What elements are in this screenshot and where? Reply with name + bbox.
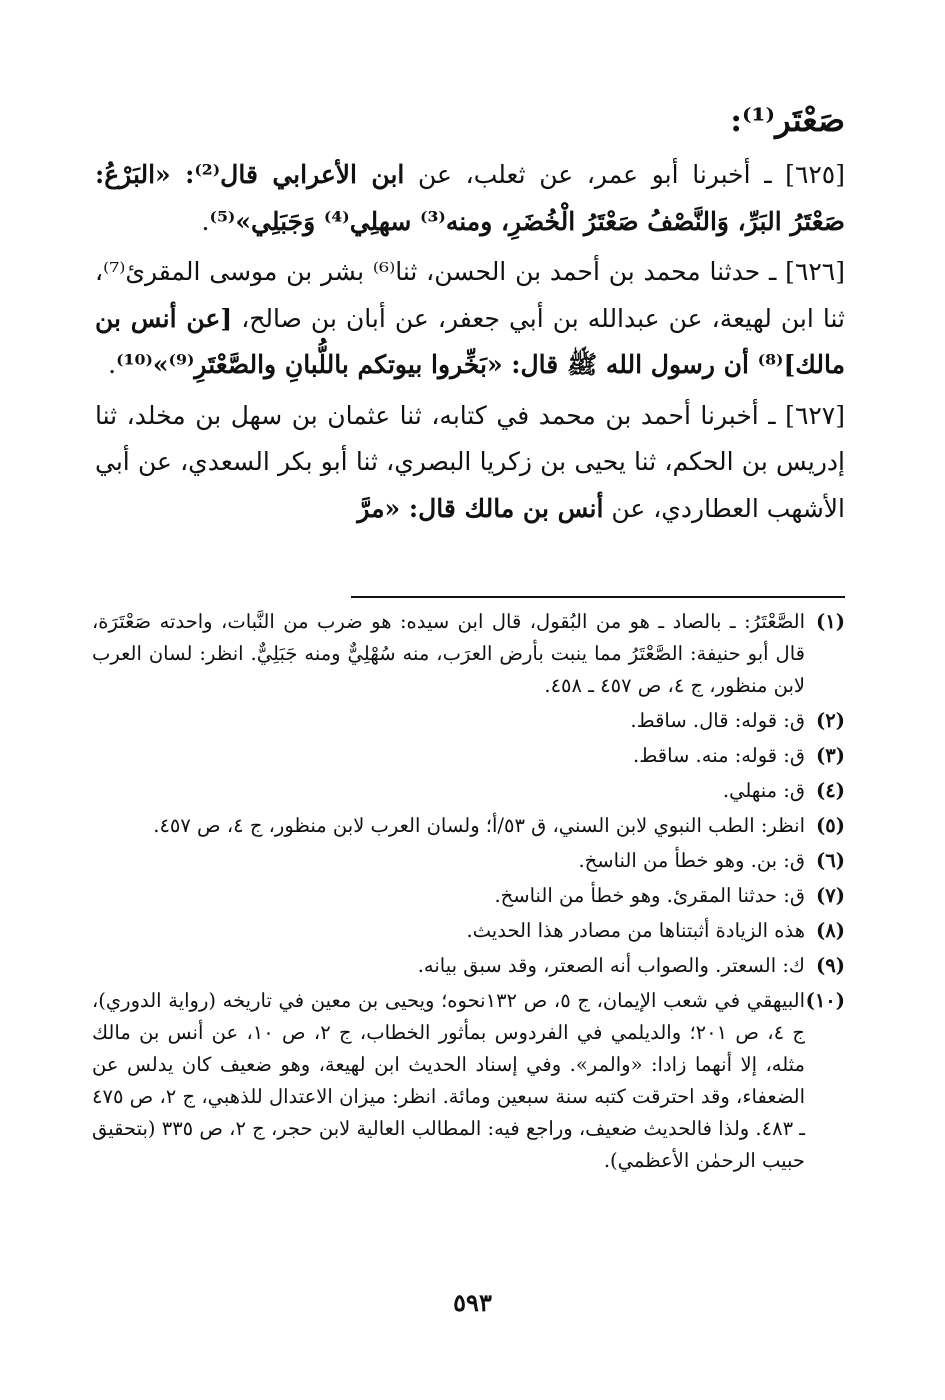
paragraph-text: [٦٢٥] ـ أخبرنا أبو عمر، عن ثعلب، عن	[404, 160, 845, 189]
paragraph-bold-text: ابن الأعرابي قال⁽²⁾: «البَرْعُ: صَعْتَرُ البَرِّ، وَالنَّصْفُ صَعْتَرُ الْخُضَرِ، ومنه⁽³⁾ سهلِي⁽⁴⁾ وَجَبَلِي»⁽⁵⁾	[95, 160, 845, 236]
footnote-number: (٣)	[816, 744, 845, 767]
paragraph-tail: .	[108, 350, 117, 379]
footnote-text: ق: بن. وهو خطأ من الناسخ.	[578, 849, 805, 872]
footnote	[92, 775, 845, 807]
hadith-paragraph	[95, 152, 845, 245]
entry-heading: صَعْتَر⁽¹⁾:	[730, 101, 845, 139]
footnote	[92, 985, 845, 1177]
footnote	[92, 810, 845, 842]
page-number: ٥٩٣	[453, 1288, 492, 1317]
footnote-number: (٧)	[816, 884, 845, 907]
footnote-text: ك: السعتر. والصواب أنه الصعتر، وقد سبق بيانه.	[417, 954, 805, 977]
footnote-number: (١)	[816, 610, 845, 633]
footnote-text: الصَّعْتَرُ: ـ بالصاد ـ هو من البُقول، قال ابن سيده: هو ضرب من النَّبات، واحدته صَعْتَرَة، قال أبو حنيفة: الصَّعْتَرُ مما ينبت بأرض العرَب، منه سُهْلِيٌّ ومنه جَبَلِيٌّ. انظر: لسان العرب لابن منظور، ج ٤، ص ٤٥٧ ـ ٤٥٨.	[92, 610, 805, 697]
footnote	[92, 880, 845, 912]
footnote-number: (٤)	[816, 779, 845, 802]
paragraph-bold-text: [عن أنس بن مالك]⁽⁸⁾ أن رسول الله ﷺ قال: «بَخِّروا بيوتكم باللُّبانِ والصَّعْتَرِ⁽⁹⁾»⁽¹⁰⁾	[95, 303, 845, 379]
footnote-number: (٢)	[816, 709, 845, 732]
hadith-paragraph	[95, 393, 845, 533]
footnote-text: ق: قوله: منه. ساقط.	[633, 744, 805, 767]
footnote	[92, 950, 845, 982]
footnote	[92, 606, 845, 702]
footnote	[92, 915, 845, 947]
paragraph-bold-text: أنس بن مالك قال: «مرَّ	[357, 493, 604, 523]
main-text	[95, 152, 845, 536]
footnote-number: (١٠)	[805, 989, 845, 1012]
footnote	[92, 740, 845, 772]
footnote-separator	[351, 596, 845, 598]
footnote-number: (٩)	[816, 954, 845, 977]
footnote-text: ق: قوله: قال. ساقط.	[630, 709, 805, 732]
paragraph-text: [٦٢٧] ـ أخبرنا أحمد بن محمد في كتابه، ثنا عثمان بن سهل بن مخلد، ثنا إدريس بن الحكم، ثنا يحيى بن زكريا البصري، ثنا أبو بكر السعدي، عن أبي الأشهب العطاردي، عن	[95, 400, 845, 523]
footnote-text: ق: منهلي.	[722, 779, 805, 802]
footnote-number: (٨)	[816, 919, 845, 942]
footnote-number: (٦)	[816, 849, 845, 872]
footnote-text: البيهقي في شعب الإيمان، ج ٥، ص ١٣٢نحوه؛ ويحيى بن معين في تاريخه (رواية الدوري)، ج ٤، ص ٢٠١؛ والديلمي في الفردوس بمأثور الخطاب، ج ٢، ص ١٠، عن أنس بن مالك مثله، إلا أنهما زادا: «والمر». وفي إسناد الحديث ابن لهيعة، وهو ضعيف كان يدلس عن الضعفاء، وقد احترقت كتبه سنة سبعين ومائة. انظر: ميزان الاعتدال للذهبي، ج ٢، ص ٤٧٥ ـ ٤٨٣. ولذا فالحديث ضعيف، وراجع فيه: المطالب العالية لابن حجر، ج ٢، ص ٣٣٥ (بتحقيق حبيب الرحمٰن الأعظمي).	[92, 989, 805, 1172]
footnote-text: ق: حدثنا المقرئ. وهو خطأ من الناسخ.	[494, 884, 805, 907]
footnote	[92, 845, 845, 877]
hadith-paragraph	[95, 249, 845, 389]
footnote-text: انظر: الطب النبوي لابن السني، ق ٥٣/أ؛ ولسان العرب لابن منظور، ج ٤، ص ٤٥٧.	[153, 814, 805, 837]
paragraph-text: [٦٢٦] ـ حدثنا محمد بن أحمد بن الحسن، ثنا⁽⁶⁾ بشر بن موسى المقرئ⁽⁷⁾، ثنا ابن لهيعة، عن عبدالله بن أبي جعفر، عن أبان بن صالح،	[95, 257, 845, 333]
footnotes	[92, 606, 845, 1180]
footnote-text: هذه الزيادة أثبتناها من مصادر هذا الحديث.	[466, 919, 805, 942]
footnote	[92, 705, 845, 737]
footnote-number: (٥)	[816, 814, 845, 837]
paragraph-tail: .	[201, 206, 210, 236]
